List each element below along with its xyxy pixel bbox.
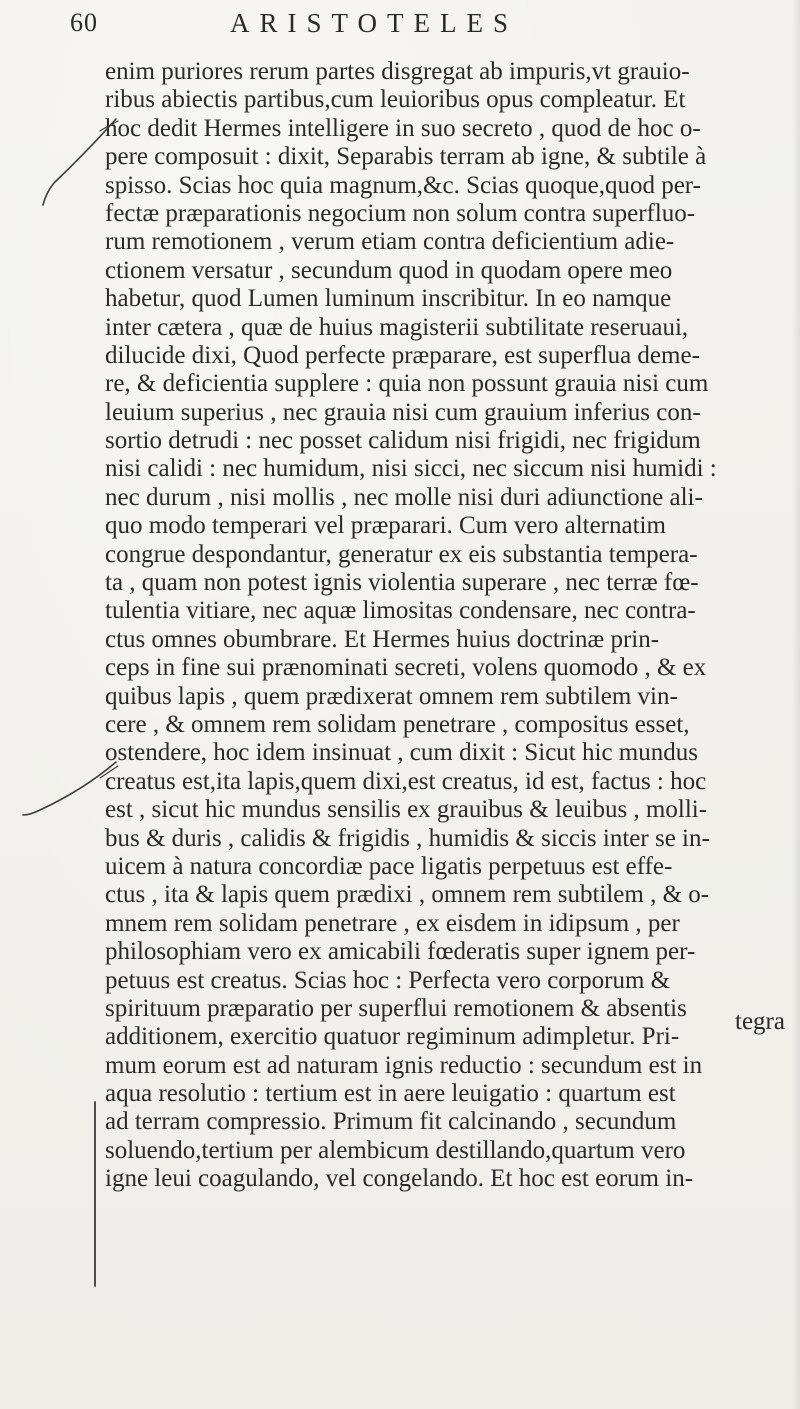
text-line: ostendere, hoc idem insinuat , cum dixit : Sicut hic mundus xyxy=(105,739,698,767)
catchword: tegra xyxy=(735,1008,785,1035)
text-line: philosophiam vero ex amicabili fœderatis super ignem per- xyxy=(105,938,696,966)
text-line: soluendo,tertium per alembicum destillando,quartum vero xyxy=(105,1136,686,1164)
text-line: bus & duris , calidis & frigidis , humidis & siccis inter se in- xyxy=(105,824,710,852)
margin-bracket-line xyxy=(92,1100,98,1290)
text-line: aqua resolutio : tertium est in aere leuigatio : quartum est xyxy=(105,1080,676,1108)
text-line: igne leui coagulando, vel congelando. Et hoc est eorum in- xyxy=(105,1165,694,1193)
text-line: ctus omnes obumbrare. Et Hermes huius doctrinæ prin- xyxy=(105,625,660,653)
text-line: re, & deficientia supplere : quia non possunt grauia nisi cum xyxy=(105,370,709,398)
text-line: creatus est,ita lapis,quem dixi,est creatus, id est, factus : hoc xyxy=(105,767,707,795)
text-line: quo modo temperari vel præparari. Cum vero alternatim xyxy=(105,512,666,540)
body-text xyxy=(105,58,795,1194)
text-line: mnem rem solidam penetrare , ex eisdem in idipsum , per xyxy=(105,909,680,937)
text-line: rum remotionem , verum etiam contra deficientium adie- xyxy=(105,228,675,256)
text-line: uicem à natura concordiæ pace ligatis perpetuus est effe- xyxy=(105,852,673,880)
text-line: ceps in fine sui prænominati secreti, volens quomodo , & ex xyxy=(105,654,707,682)
text-line: ctionem versatur , secundum quod in quodam opere meo xyxy=(105,256,673,284)
text-line: leuium superius , nec grauia nisi cum grauium inferius con- xyxy=(105,398,701,426)
text-line: mum eorum est ad naturam ignis reductio : secundum est in xyxy=(105,1051,703,1079)
text-line: ta , quam non potest ignis violentia superare , nec terræ fœ- xyxy=(105,569,699,597)
text-line: dilucide dixi, Quod perfecte præparare, est superflua deme- xyxy=(105,341,700,369)
text-line: habetur, quod Lumen luminum inscribitur. In eo namque xyxy=(105,285,672,313)
text-line: congrue despondantur, generatur ex eis substantia tempera- xyxy=(105,540,698,568)
text-line: petuus est creatus. Scias hoc : Perfecta vero corporum & xyxy=(105,966,671,994)
page-edge-shadow xyxy=(792,0,800,1409)
text-line: tulentia vitiare, nec aquæ limositas condensare, nec contra- xyxy=(105,597,696,625)
text-line: ad terram compressio. Primum fit calcinando , secundum xyxy=(105,1108,677,1136)
page-number: 60 xyxy=(70,8,98,37)
text-line: cere , & omnem rem solidam penetrare , compositus esset, xyxy=(105,710,690,738)
text-line: spirituum præparatio per superflui remotionem & absentis xyxy=(105,994,687,1022)
text-line: fectæ præparationis negocium non solum contra superfluo- xyxy=(105,199,696,227)
text-line: nec durum , nisi mollis , nec molle nisi duri adiunctione ali- xyxy=(105,483,703,511)
text-line: hoc dedit Hermes intelligere in suo secreto , quod de hoc o- xyxy=(105,114,701,142)
text-line: ribus abiectis partibus,cum leuioribus opus compleatur. Et xyxy=(105,86,686,114)
text-line: enim puriores rerum partes disgregat ab impuris,vt grauio- xyxy=(105,58,690,85)
text-line: sortio detrudi : nec posset calidum nisi frigidi, nec frigidum xyxy=(105,427,701,455)
text-line: est , sicut hic mundus sensilis ex grauibus & leuibus , molli- xyxy=(105,796,708,824)
running-head: ARISTOTELES xyxy=(230,8,519,38)
text-line: pere composuit : dixit, Separabis terram ab igne, & subtile à xyxy=(105,143,707,171)
text-line: additionem, exercitio quatuor regiminum adimpletur. Pri- xyxy=(105,1023,680,1051)
text-line: inter cætera , quæ de huius magisterii subtilitate reseruaui, xyxy=(105,313,689,341)
page-header xyxy=(70,8,780,48)
text-line: quibus lapis , quem prædixerat omnem rem subtilem vin- xyxy=(105,682,678,710)
text-line: nisi calidi : nec humidum, nisi sicci, nec siccum nisi humidi : xyxy=(105,455,717,483)
text-line: spisso. Scias hoc quia magnum,&c. Scias quoque,quod per- xyxy=(105,171,701,199)
text-line: ctus , ita & lapis quem prædixi , omnem rem subtilem , & o- xyxy=(105,881,710,909)
